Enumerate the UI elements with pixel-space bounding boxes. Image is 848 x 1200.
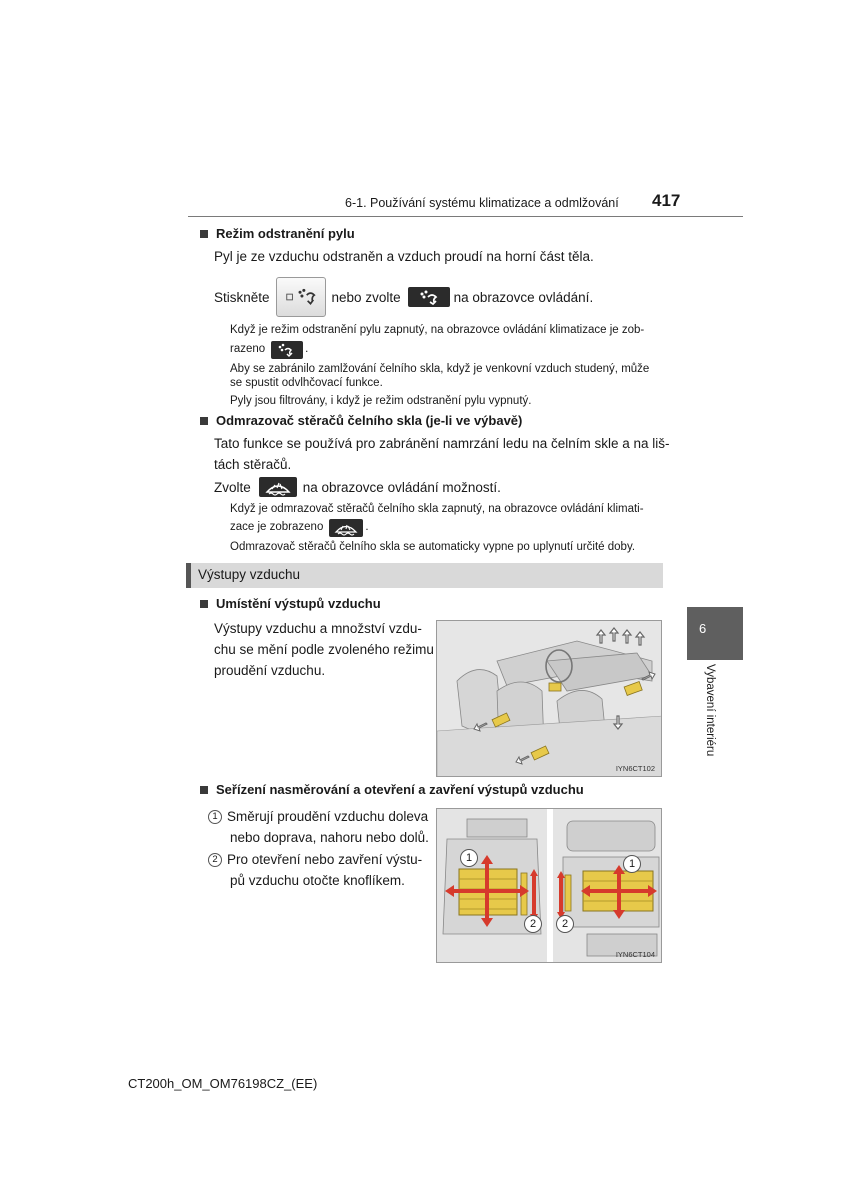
header-rule — [188, 216, 743, 217]
pollen-note3: Pyly jsou filtrovány, i když je režim odstranění pylu vypnutý. — [230, 395, 532, 407]
wiper-note1-line1: Když je odmrazovač stěračů čelního skla zapnutý, na obrazovce ovládání klimati- — [230, 503, 644, 515]
pollen-note2-line2: se spustit odvlhčovací funkce. — [230, 377, 383, 389]
bullet-square-icon — [200, 786, 208, 794]
callout-1-right: 1 — [623, 855, 641, 873]
pollen-note1-line2: razeno . — [230, 340, 308, 359]
page-number: 417 — [652, 191, 681, 210]
chapter-label: Vybavení interiéru — [704, 664, 716, 757]
location-heading: Umístění výstupů vzduchu — [200, 596, 381, 611]
pollen-note2-line1: Aby se zabránilo zamlžování čelního skla, když je venkovní vzduch studený, může — [230, 363, 650, 375]
bullet-square-icon — [200, 600, 208, 608]
wiper-intro-line2: tách stěračů. — [214, 457, 292, 472]
pollen-intro: Pyl je ze vzduchu odstraněn a vzduch proudí na horní část těla. — [214, 249, 594, 264]
wiper-note1-line2: zace je zobrazeno . — [230, 518, 369, 537]
callout-1-left: 1 — [460, 849, 478, 867]
chapter-tab[interactable] — [687, 607, 743, 660]
number-2-icon: 2 — [208, 853, 222, 867]
wiper-deicer-small-icon — [329, 519, 363, 537]
location-text: Výstupy vzduchu a množství vzdu- chu se mění podle zvoleného režimu proudění vzduchu. — [214, 621, 434, 678]
chapter-number: 6 — [699, 621, 707, 636]
bullet-square-icon — [200, 417, 208, 425]
adjust-item2: 2 Pro otevření nebo zavření výstu- pů vzduchu otočte knoflíkem. — [208, 849, 428, 891]
pollen-mode-small-icon — [271, 341, 303, 359]
air-vent-illustration — [436, 808, 662, 963]
wiper-intro-line1: Tato funkce se používá pro zabránění namrzání ledu na čelním skle a na liš- — [214, 436, 670, 451]
vehicle-interior-illustration — [436, 620, 662, 777]
wiper-heading: Odmrazovač stěračů čelního skla (je-li ve výbavě) — [200, 413, 522, 428]
callout-2-left: 2 — [524, 915, 542, 933]
pollen-mode-icon — [408, 287, 450, 307]
figure-code: IYN6CT104 — [615, 950, 655, 959]
running-header: 6-1. Používání systému klimatizace a odmlžování — [345, 196, 619, 210]
pollen-note1-line1: Když je režim odstranění pylu zapnutý, na obrazovce ovládání klimatizace je zob- — [230, 324, 645, 336]
figure-code: IYN6CT102 — [615, 764, 655, 773]
document-code: CT200h_OM_OM76198CZ_(EE) — [128, 1076, 318, 1091]
wiper-deicer-icon — [259, 477, 297, 497]
adjust-item1: 1 Směrují proudění vzduchu doleva nebo doprava, nahoru nebo dolů. — [208, 806, 428, 848]
outlets-section-band — [186, 563, 663, 588]
wiper-note2: Odmrazovač stěračů čelního skla se automaticky vypne po uplynutí určité doby. — [230, 541, 636, 553]
pollen-heading: Režim odstranění pylu — [200, 226, 355, 241]
number-1-icon: 1 — [208, 810, 222, 824]
bullet-square-icon — [200, 230, 208, 238]
pollen-press-line: Stiskněte nebo zvolte na obrazovce ovládání. — [214, 277, 593, 317]
adjust-heading: Seřízení nasměrování a otevření a zavření výstupů vzduchu — [200, 782, 584, 797]
callout-2-right: 2 — [556, 915, 574, 933]
wiper-select-line: Zvolte na obrazovce ovládání možností. — [214, 476, 501, 498]
outlets-section-title: Výstupy vzduchu — [198, 567, 301, 582]
pollen-button-icon — [276, 277, 326, 317]
